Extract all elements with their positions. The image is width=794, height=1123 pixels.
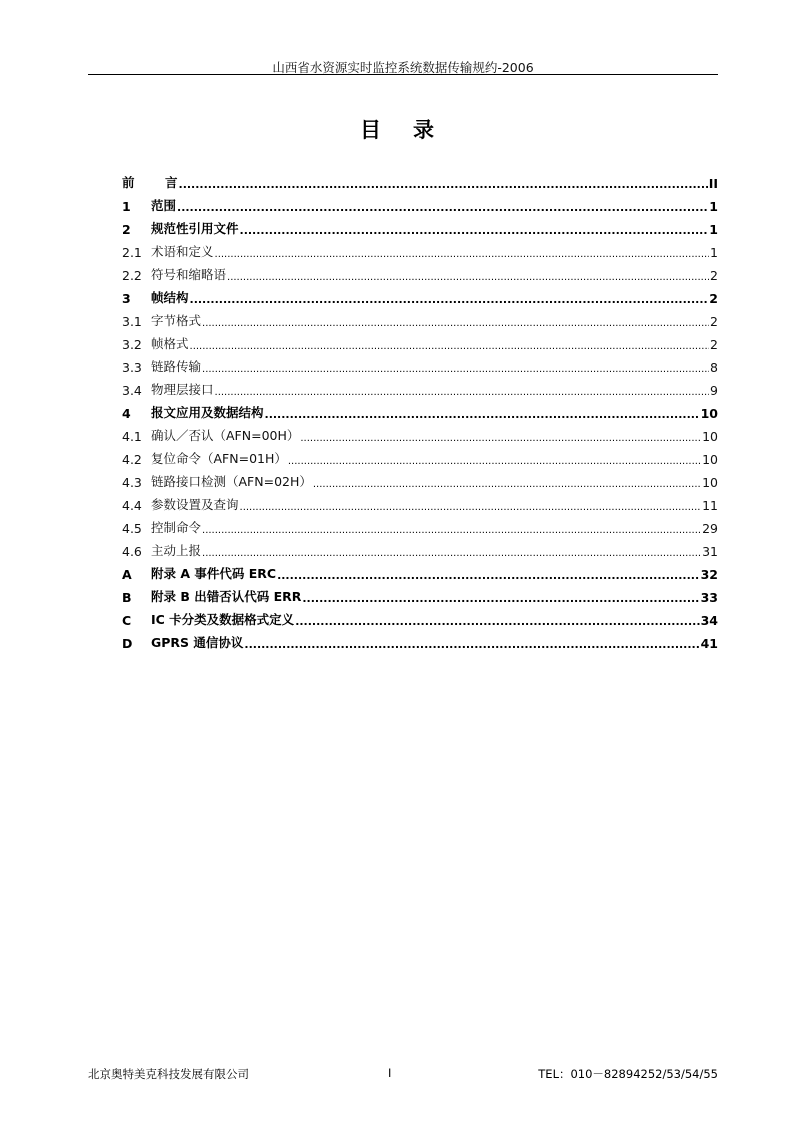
footer-page-number: I (388, 1066, 392, 1080)
toc-entry-page: 10 (702, 452, 718, 467)
toc-entry-page: 10 (700, 406, 718, 421)
toc-leader-dots (244, 638, 699, 651)
page-footer (88, 1066, 718, 1084)
toc-entry-number: 3 (122, 291, 131, 306)
toc-leader-dots (265, 408, 700, 421)
toc-entry-page: 29 (702, 521, 718, 536)
toc-entry-number: 4.2 (122, 452, 142, 467)
toc-entry[interactable] (122, 536, 718, 559)
toc-entry-label: 帧结构 (151, 290, 189, 305)
toc-entry-number: 4.4 (122, 498, 142, 513)
toc-entry-number: 4.3 (122, 475, 142, 490)
toc-entry-page: 8 (710, 360, 718, 375)
toc-leader-dots (277, 569, 700, 582)
toc-entry-number: 4.1 (122, 429, 142, 444)
toc-entry[interactable] (122, 513, 718, 536)
toc-entry[interactable] (122, 605, 718, 628)
toc-entry-number: 4 (122, 406, 131, 421)
toc-leader-dots (300, 433, 701, 444)
toc-entry-number: 1 (122, 199, 131, 214)
toc-leader-dots (240, 502, 702, 513)
toc-entry-page: 34 (700, 613, 718, 628)
footer-company: 北京奥特美克科技发展有限公司 (88, 1067, 249, 1081)
toc-title: 目录 (360, 117, 466, 142)
toc-leader-dots (202, 548, 701, 559)
toc-leader-dots (295, 615, 699, 628)
footer-telephone: TEL：010－82894252/53/54/55 (538, 1067, 718, 1081)
toc-entry-page: 33 (700, 590, 718, 605)
toc-leader-dots (190, 293, 709, 306)
toc-entry-page: 32 (700, 567, 718, 582)
toc-entry-label: 主动上报 (151, 543, 202, 558)
toc-entry-label: 范围 (151, 198, 177, 213)
toc-entry-page: 1 (709, 199, 718, 214)
toc-entry[interactable] (122, 421, 718, 444)
toc-leader-dots (177, 201, 708, 214)
toc-leader-dots (313, 479, 701, 490)
toc-entry-label: 控制命令 (151, 520, 202, 535)
toc-entry-number: 3.1 (122, 314, 142, 329)
toc-entry[interactable] (122, 306, 718, 329)
toc-entry-label: GPRS 通信协议 (151, 635, 244, 650)
toc-entry-number: 3.3 (122, 360, 142, 375)
toc-entry-label: 参数设置及查询 (151, 497, 239, 512)
toc-entry[interactable] (122, 582, 718, 605)
toc-entry-label: 规范性引用文件 (151, 221, 239, 236)
toc-leader-dots (288, 456, 701, 467)
toc-entry-label: 复位命令（AFN=01H） (151, 451, 287, 466)
toc-leader-dots (179, 178, 708, 191)
toc-entry-page: II (708, 176, 718, 191)
toc-entry-page: 2 (710, 268, 718, 283)
toc-entry[interactable] (122, 559, 718, 582)
toc-entry-page: 10 (702, 475, 718, 490)
toc-entry-label: 术语和定义 (151, 244, 214, 259)
toc-entry-label: 确认／否认（AFN=00H） (151, 428, 300, 443)
toc-entry[interactable] (122, 214, 718, 237)
toc-entry-label: 链路接口检测（AFN=02H） (151, 474, 312, 489)
toc-entry-label: 符号和缩略语 (151, 267, 227, 282)
toc-leader-dots (202, 364, 709, 375)
toc-entry-page: 41 (700, 636, 718, 651)
toc-entry[interactable] (122, 375, 718, 398)
toc-entry-page: 31 (702, 544, 718, 559)
toc-entry-number: 3.4 (122, 383, 142, 398)
toc-entry-number: 2.2 (122, 268, 142, 283)
toc-leader-dots (190, 341, 710, 352)
toc-entry-number: 4.6 (122, 544, 142, 559)
toc-leader-dots (227, 272, 709, 283)
running-header: 山西省水资源实时监控系统数据传输规约-2006 (272, 60, 534, 75)
toc-entry[interactable] (122, 352, 718, 375)
toc-entry[interactable] (122, 628, 718, 651)
toc-entry-number: A (122, 567, 132, 582)
toc-leader-dots (302, 592, 699, 605)
toc-entry-label: 物理层接口 (151, 382, 214, 397)
toc-entry-number: B (122, 590, 132, 605)
toc-entry-page: 1 (709, 222, 718, 237)
toc-entry-number: C (122, 613, 132, 628)
toc-entry[interactable] (122, 329, 718, 352)
toc-entry-page: 11 (702, 498, 718, 513)
toc-entry-label: 附录 B 出错否认代码 ERR (151, 589, 302, 604)
toc-entry-number: 2.1 (122, 245, 142, 260)
toc-entry[interactable] (122, 444, 718, 467)
toc-leader-dots (215, 249, 710, 260)
toc-entry[interactable] (122, 283, 718, 306)
toc-entry[interactable] (122, 398, 718, 421)
toc-entry-page: 10 (702, 429, 718, 444)
toc-entry-number: 4.5 (122, 521, 142, 536)
table-of-contents (122, 168, 718, 651)
toc-entry-page: 2 (710, 314, 718, 329)
toc-entry-label: 报文应用及数据结构 (151, 405, 264, 420)
toc-entry-number: 前 (122, 175, 135, 190)
toc-entry[interactable] (122, 467, 718, 490)
toc-entry-label: 言 (165, 175, 178, 190)
header-rule (88, 74, 718, 75)
toc-leader-dots (215, 387, 710, 398)
toc-entry[interactable] (122, 168, 718, 191)
toc-entry-label: 字节格式 (151, 313, 202, 328)
toc-entry[interactable] (122, 490, 718, 513)
toc-entry-label: 帧格式 (151, 336, 189, 351)
toc-entry-page: 2 (710, 337, 718, 352)
toc-entry-page: 2 (709, 291, 718, 306)
toc-entry-number: 2 (122, 222, 131, 237)
toc-leader-dots (240, 224, 709, 237)
toc-entry-page: 1 (710, 245, 718, 260)
toc-leader-dots (202, 525, 701, 536)
toc-entry-label: 附录 A 事件代码 ERC (151, 566, 277, 581)
toc-leader-dots (202, 318, 709, 329)
toc-entry[interactable] (122, 191, 718, 214)
toc-entry-number: D (122, 636, 133, 651)
toc-entry[interactable] (122, 260, 718, 283)
toc-entry-label: 链路传输 (151, 359, 202, 374)
toc-entry-number: 3.2 (122, 337, 142, 352)
toc-entry[interactable] (122, 237, 718, 260)
toc-entry-label: IC 卡分类及数据格式定义 (151, 612, 295, 627)
toc-entry-page: 9 (710, 383, 718, 398)
